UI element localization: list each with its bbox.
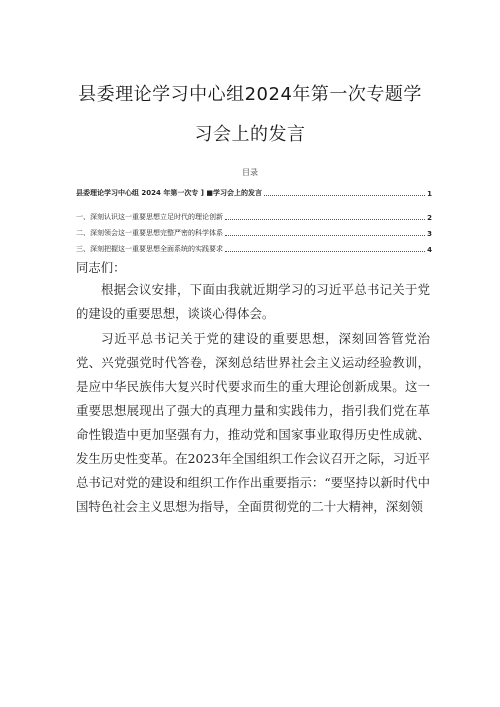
toc-entry-label: 三、深刻把握这一重要思想全面系统的实践要求 (76, 245, 223, 253)
toc-entry-label: 一、深刻认识这一重要思想立足时代的理论创新 (76, 213, 223, 221)
toc-heading: 目录 (242, 168, 258, 177)
body-paragraph: 根据会议安排，下面由我就近期学习的习近平总书记关于党的建设的重要思想，谈谈心得体会。 (76, 282, 430, 321)
toc-entry-page: 4 (427, 246, 432, 254)
toc-entry[interactable] (76, 226, 432, 238)
document-title-line-1: 县委理论学习中心组2024年第一次专题学 (78, 84, 422, 105)
salutation: 同志们： (76, 260, 126, 275)
toc-leader-dots (264, 194, 425, 196)
document-title-line-2: 习会上的发言 (194, 124, 306, 145)
toc-entry[interactable] (76, 210, 432, 222)
toc-entry-label: 县委理论学习中心组 2024 年第一次专 ] ■学习会上的发言 (76, 189, 263, 197)
toc-leader-dots (225, 250, 425, 252)
toc-entry-page: 1 (427, 190, 432, 198)
toc-entry[interactable] (76, 242, 432, 254)
toc-entry[interactable] (76, 186, 432, 198)
toc-leader-dots (225, 234, 425, 236)
toc-entry-page: 3 (427, 230, 432, 238)
body-paragraph: 习近平总书记关于党的建设的重要思想，深刻回答管党治党、兴党强党时代答卷，深刻总结世界社会主义运动经验教训，是应中华民族伟大复兴时代要求而生的重大理论创新成果。这一重要思想展现出了强大的真理力量和实践伟力，指引我们党在革命性锻造中更加坚强有力，推动党和国家事业取得历史性成就、发生历史性变革。在2023年全国组织工作会议召开之际，习近平总书记对党的建设和组织工作作出重要指示：“要坚持以新时代中国特色社会主义思想为指导，全面贯彻党的二十大精神，深刻领 (76, 331, 430, 514)
toc-entry-label: 二、深刻领会这一重要思想完整严密的科学体系 (76, 229, 223, 237)
toc-leader-dots (225, 218, 425, 220)
toc-entry-page: 2 (427, 214, 432, 222)
